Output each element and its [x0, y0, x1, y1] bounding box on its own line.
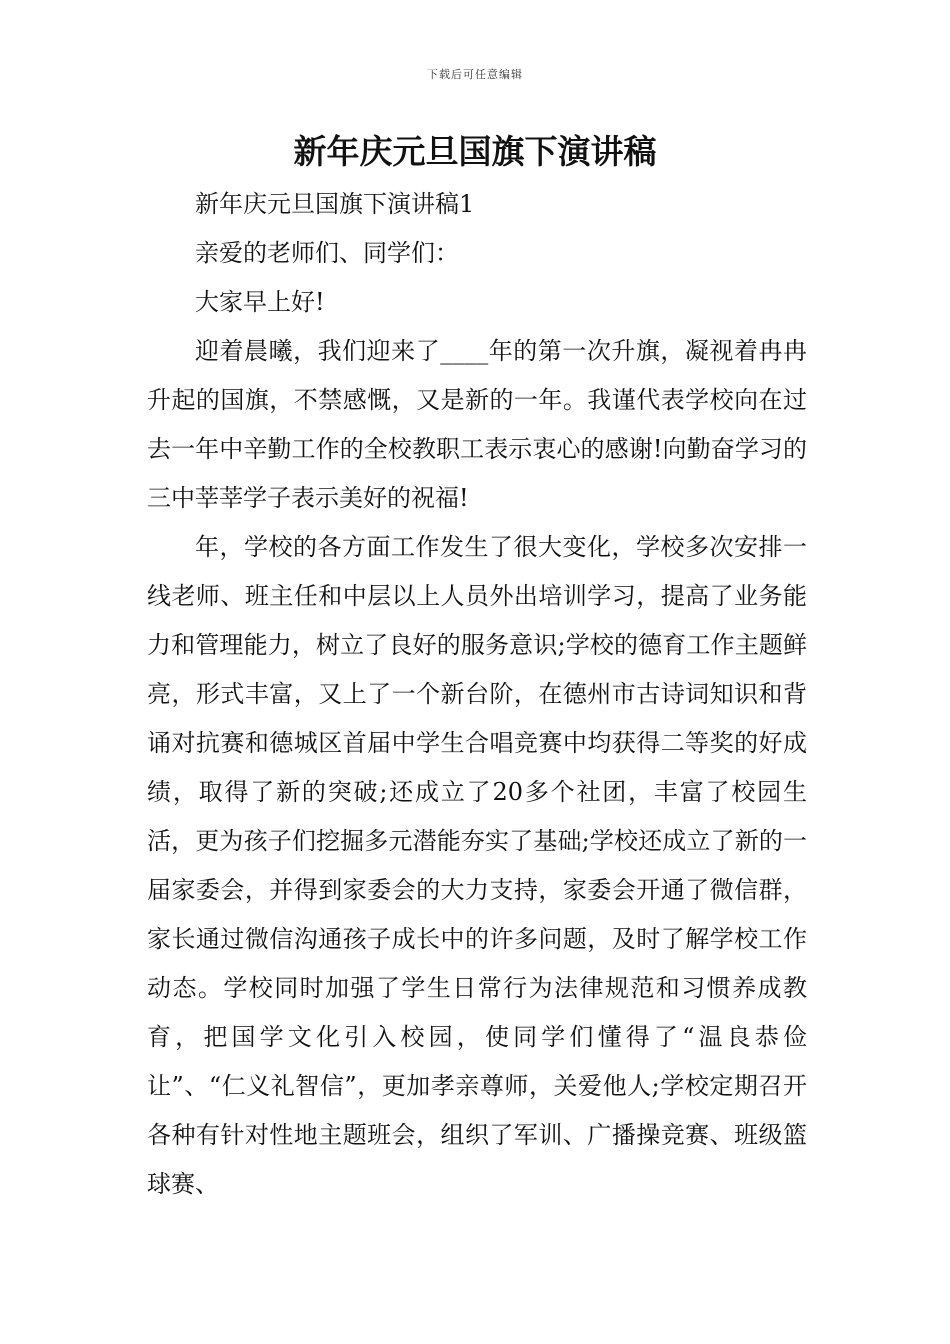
document-body [147, 180, 807, 1209]
greeting: 大家早上好! [195, 288, 325, 316]
document-subtitle: 新年庆元旦国旗下演讲稿1 [195, 190, 475, 218]
document-title: 新年庆元旦国旗下演讲稿 [293, 132, 657, 171]
header-note: 下载后可任意编辑 [427, 68, 523, 81]
salutation: 亲爱的老师们、同学们： [195, 239, 459, 267]
paragraph: 年，学校的各方面工作发生了很大变化，学校多次安排一线老师、班主任和中层以上人员外出培训学习，提高了业务能力和管理能力，树立了良好的服务意识;学校的德育工作主题鲜亮，形式丰富，又上了一个新台阶，在德州市古诗词知识和背诵对抗赛和德城区首届中学生合唱竞赛中均获得二等奖的好成绩，取得了新的突破;还成立了20多个社团，丰富了校园生活，更为孩子们挖掘多元潜能夯实了基础;学校还成立了新的一届家委会，并得到家委会的大力支持，家委会开通了微信群，家长通过微信沟通孩子成长中的许多问题，及时了解学校工作动态。学校同时加强了学生日常行为法律规范和习惯养成教育，把国学文化引入校园，使同学们懂得了“温良恭俭让”、“仁义礼智信”，更加孝亲尊师，关爱他人;学校定期召开各种有针对性地主题班会，组织了军训、广播操竞赛、班级篮球赛、 [147, 533, 807, 1198]
paragraph: 迎着晨曦，我们迎来了____年的第一次升旗，凝视着冉冉升起的国旗，不禁感慨，又是新的一年。我谨代表学校向在过去一年中辛勤工作的全校教职工表示衷心的感谢!向勤奋学习的三中莘莘学子表示美好的祝福! [147, 337, 807, 512]
